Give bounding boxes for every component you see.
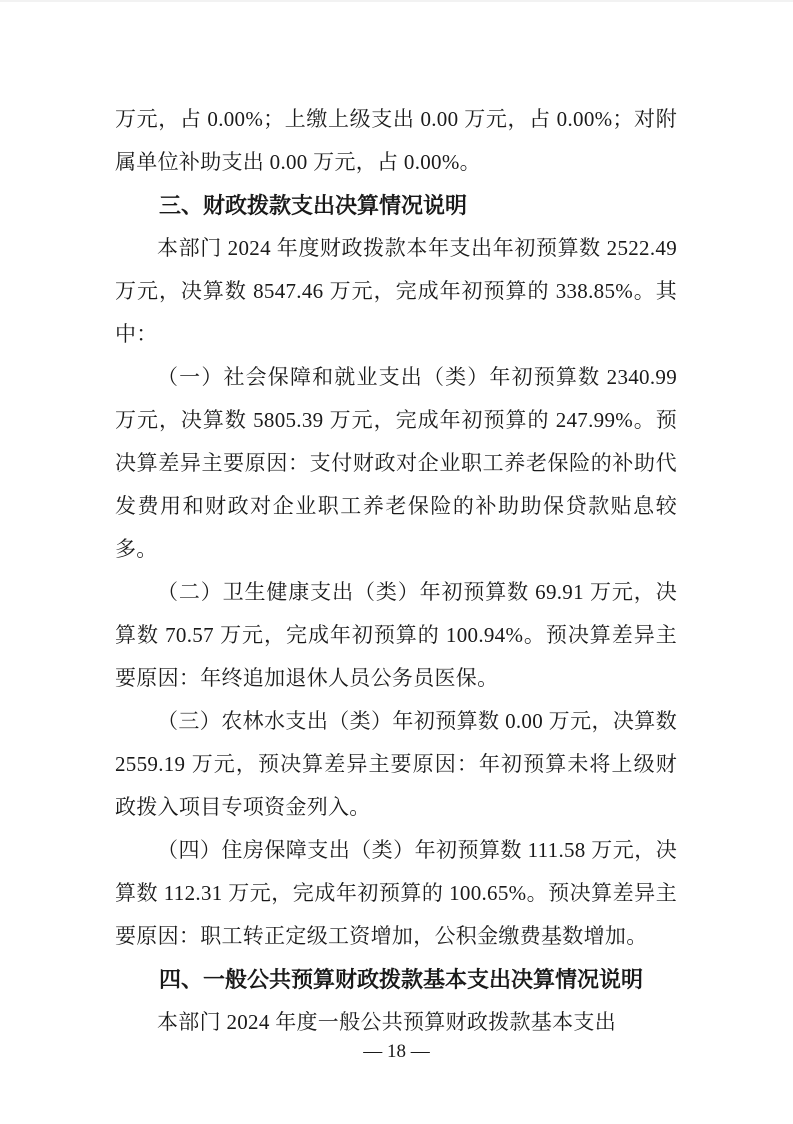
paragraph: （四）住房保障支出（类）年初预算数 111.58 万元，决算数 112.31 万元，完成年初预算的 100.65%。预决算差异主要原因：职工转正定级工资增加，公积金缴费基数增加。	[115, 838, 677, 948]
section-heading: 三、财政拨款支出决算情况说明	[159, 193, 468, 218]
paragraph: 万元，占 0.00%；上缴上级支出 0.00 万元，占 0.00%；对附属单位补助支出 0.00 万元，占 0.00%。	[115, 107, 677, 174]
paragraph: 本部门 2024 年度一般公共预算财政拨款基本支出	[157, 1010, 616, 1034]
paragraph: 本部门 2024 年度财政拨款本年支出年初预算数 2522.49 万元，决算数 8547.46 万元，完成年初预算的 338.85%。其中：	[115, 236, 677, 346]
paragraph: （二）卫生健康支出（类）年初预算数 69.91 万元，决算数 70.57 万元，完成年初预算的 100.94%。预决算差异主要原因：年终追加退休人员公务员医保。	[115, 580, 677, 690]
paragraph: （一）社会保障和就业支出（类）年初预算数 2340.99 万元，决算数 5805.39 万元，完成年初预算的 247.99%。预决算差异主要原因：支付财政对企业职工养老保险的补助代发费用和财政对企业职工养老保险的补助助保贷款贴息较多。	[115, 365, 677, 561]
section-heading: 四、一般公共预算财政拨款基本支出决算情况说明	[159, 967, 644, 992]
paragraph: （三）农林水支出（类）年初预算数 0.00 万元，决算数 2559.19 万元，预决算差异主要原因：年初预算未将上级财政拨入项目专项资金列入。	[115, 709, 677, 819]
document-content	[115, 98, 677, 1044]
page-number: — 18 —	[363, 1041, 430, 1062]
page-footer	[0, 1038, 793, 1066]
